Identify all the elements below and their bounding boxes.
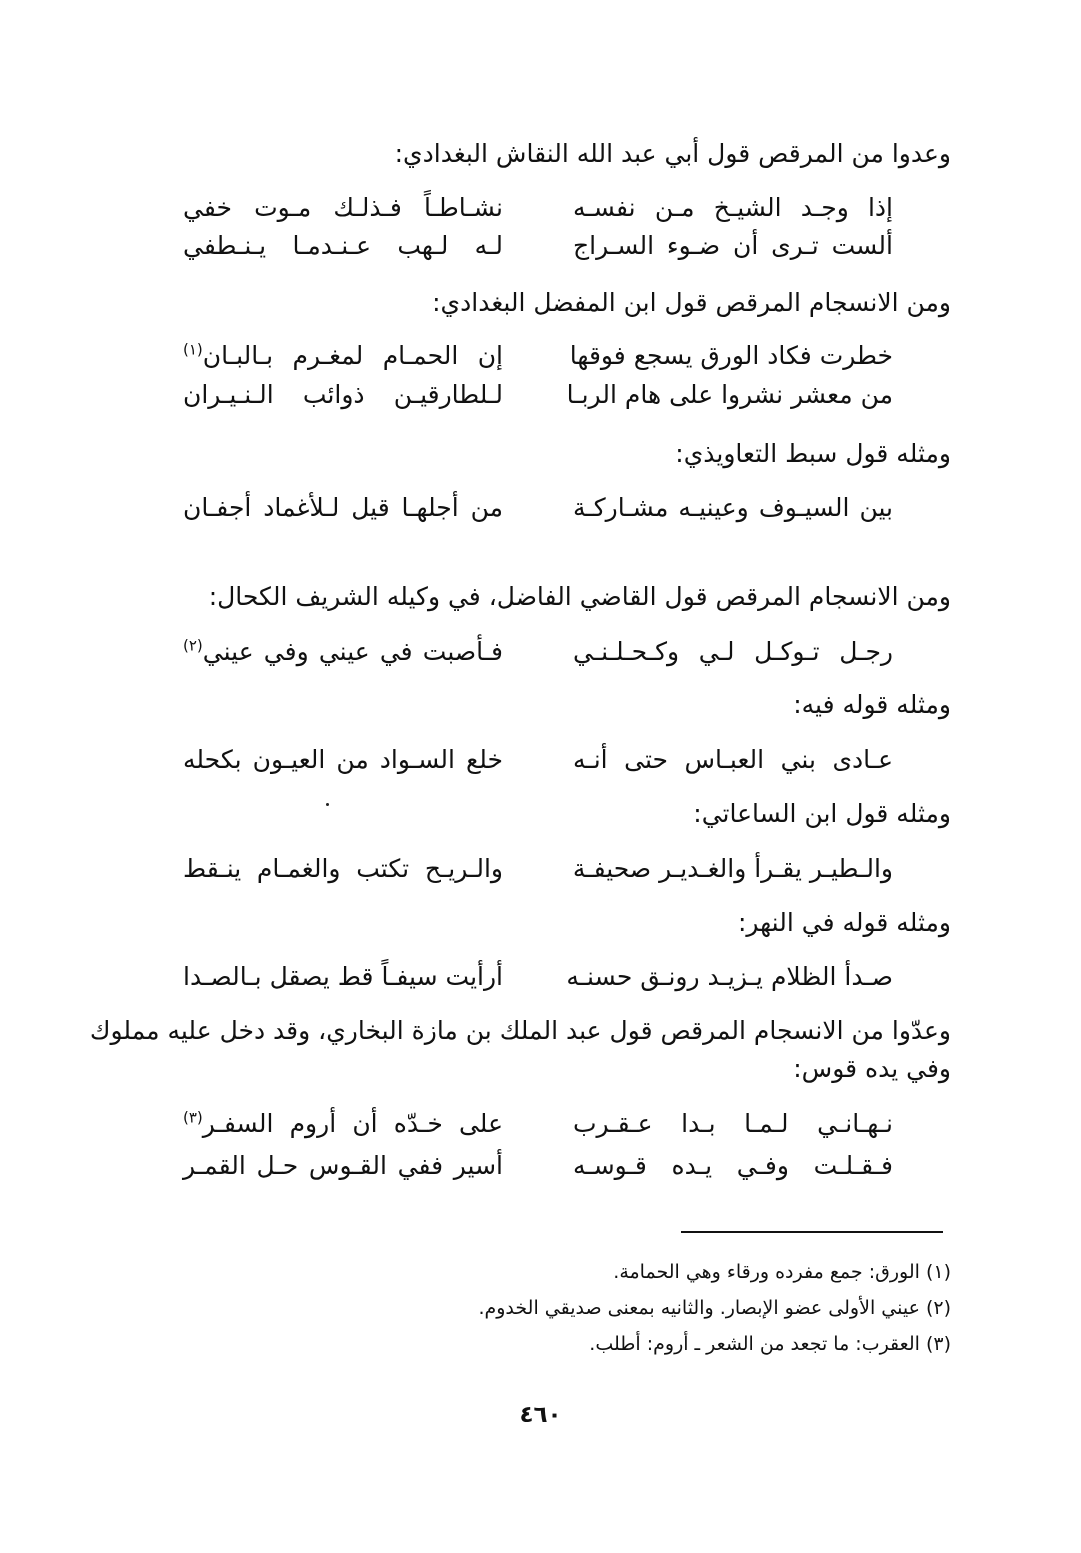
verse-5-second-hemistich: من أجلهـا قيل لـلأغماد أجفـان — [183, 493, 503, 522]
verse-10-second-text: على خـدّه أن أروم السفـر — [202, 1109, 503, 1138]
verse-11 — [183, 1148, 893, 1184]
verse-6-first-hemistich: رجـل تـوكـل لـي وكـحـلـنـي — [573, 637, 893, 666]
verse-3-second-text: إن الحمـام لمغـرم بـالبـان — [202, 341, 503, 370]
ink-speck — [326, 803, 329, 806]
intro-line-qawluhu-fihi: ومثله قوله فيه: — [793, 690, 951, 719]
verse-10-second-hemistich — [183, 1106, 503, 1142]
footnote-separator — [681, 1231, 943, 1233]
verse-8-second-hemistich: والـريـح تكتب والغمـام ينـقط — [183, 854, 503, 883]
verse-11-first-hemistich: فـقـلـت وفـي يـده قـوسـه — [573, 1151, 893, 1180]
verse-1-second-hemistich: نشـاطـاً فـذلـك مـوت خفي — [183, 193, 503, 222]
verse-6-second-hemistich — [183, 634, 503, 670]
intro-line-nahr: ومثله قوله في النهر: — [737, 908, 951, 937]
verse-4-second-hemistich: لـلطارقيـن ذوائب الـنـيـران — [183, 380, 503, 409]
intro-line-saati: ومثله قول ابن الساعاتي: — [693, 799, 951, 828]
verse-7-first-hemistich: عـادى بني العبـاس حتى أنـه — [573, 745, 893, 774]
verse-8 — [183, 851, 893, 887]
verse-2-second-hemistich: لـه لـهب عـنـدمـا يـنـطفي — [183, 231, 503, 260]
verse-9 — [183, 959, 893, 995]
verse-7 — [183, 742, 893, 778]
verse-8-first-hemistich: والـطيـر يقـرأ والغـديـر صحيفـة — [572, 854, 893, 883]
verse-2 — [183, 228, 893, 264]
verse-9-first-hemistich: صـدأ الظلام يـزيـد رونـق حسنـه — [566, 962, 893, 991]
footnote-3: (٣) العقرب: ما تجعد من الشعر ـ أروم: أطلب. — [589, 1333, 951, 1355]
verse-10-first-hemistich: نـهـانـي لـمـا بـدا عـقـرب — [573, 1109, 893, 1138]
intro-line-bukhari: وعدّوا من الانسجام المرقص قول عبد الملك بن مازة البخاري، وقد دخل عليه مملوك — [89, 1016, 951, 1045]
footnote-marker-2: (٢) — [183, 636, 203, 655]
footnote-marker-1: (١) — [183, 340, 203, 359]
footnote-marker-3: (٣) — [183, 1108, 203, 1127]
verse-4 — [183, 377, 893, 413]
verse-3-first-hemistich: خطرت فكاد الورق يسجع فوقها — [569, 341, 893, 370]
verse-1 — [183, 190, 893, 226]
verse-10 — [183, 1106, 893, 1142]
page-number: ٤٦٠ — [519, 1402, 562, 1428]
verse-3 — [183, 338, 893, 374]
intro-line-naqqash: وعدوا من المرقص قول أبي عبد الله النقاش البغدادي: — [394, 139, 951, 168]
intro-line-qadi-fadil: ومن الانسجام المرقص قول القاضي الفاضل، في وكيله الشريف الكحال: — [208, 582, 951, 611]
verse-9-second-hemistich: أرأيت سيفـاً قط يصقل بـالصـدا — [183, 962, 503, 991]
verse-2-first-hemistich: ألست تـرى أن ضـوء السـراج — [573, 231, 893, 260]
verse-6-second-text: فـأصبت في عيني وفي عيني — [202, 637, 503, 666]
footnote-1: (١) الورق: جمع مفرده ورقاء وهي الحمامة. — [613, 1261, 951, 1283]
verse-6 — [183, 634, 893, 670]
footnote-2: (٢) عيني الأولى عضو الإبصار. والثانيه بمعنى صديقي الخدوم. — [478, 1297, 951, 1319]
verse-5 — [183, 490, 893, 526]
verse-3-second-hemistich — [183, 338, 503, 374]
verse-7-second-hemistich: خلع السـواد من العيـون بكحله — [183, 745, 503, 774]
verse-11-second-hemistich: أسير ففي القـوس حـل القمـر — [183, 1151, 503, 1180]
verse-5-first-hemistich: بين السيـوف وعينيـه مشـاركـة — [573, 493, 893, 522]
verse-4-first-hemistich: من معشر نشروا على هام الربـا — [566, 380, 893, 409]
intro-line-mufaddal: ومن الانسجام المرقص قول ابن المفضل البغدادي: — [432, 288, 951, 317]
verse-1-first-hemistich: إذا وجـد الشيـخ مـن نفسـه — [573, 193, 893, 222]
intro-line-bukhari-cont: وفي يده قوس: — [793, 1054, 951, 1083]
intro-line-taawidhi: ومثله قول سبط التعاويذي: — [675, 439, 951, 468]
